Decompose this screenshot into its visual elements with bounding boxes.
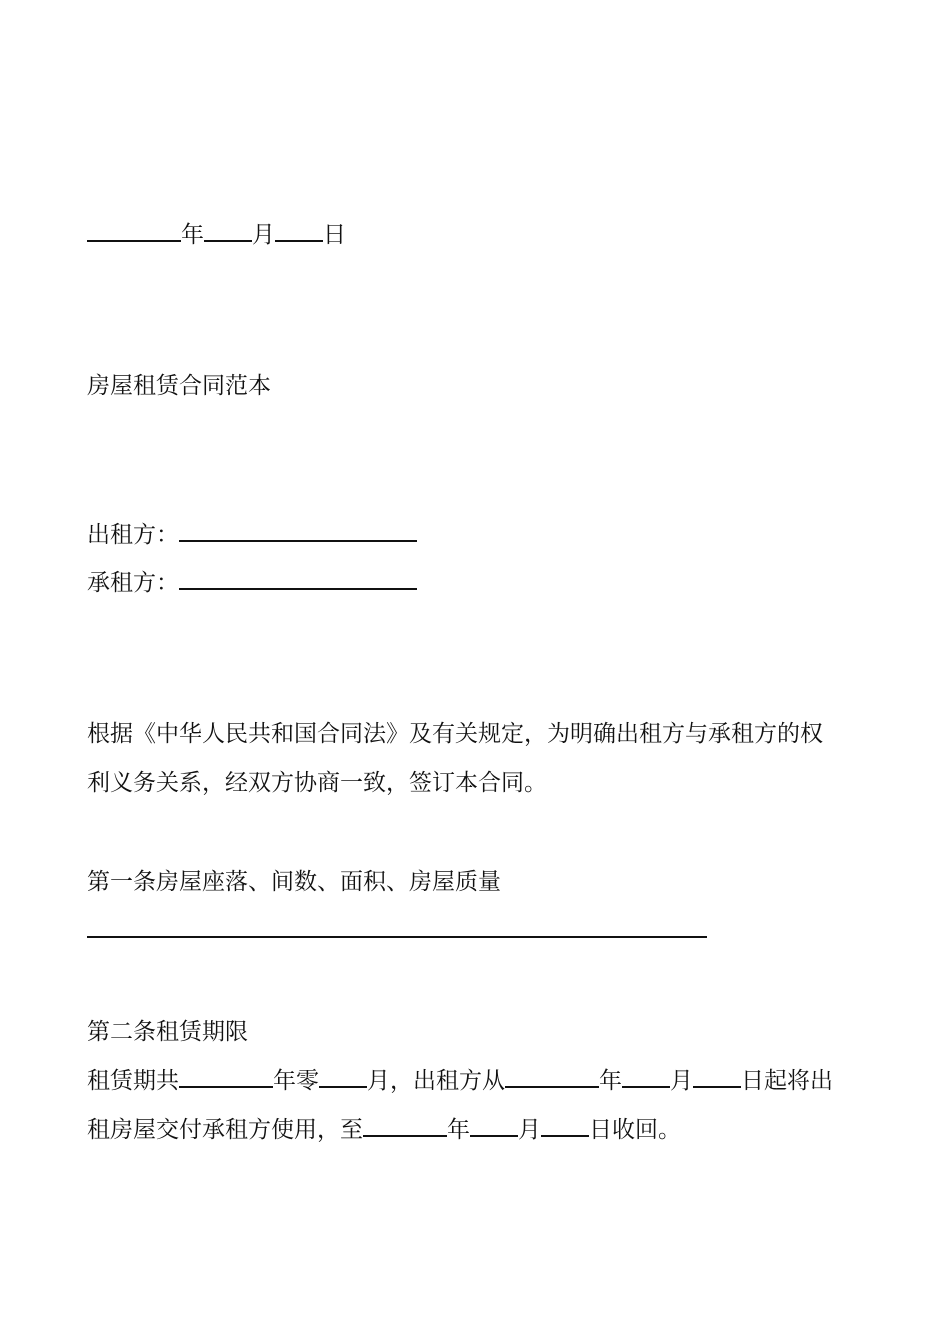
start-month-blank[interactable] xyxy=(622,1066,670,1088)
month-label: 月 xyxy=(252,222,275,248)
preamble-line-2: 利义务关系，经双方协商一致，签订本合同。 xyxy=(87,770,547,796)
article1-blank-line xyxy=(87,916,707,946)
term-months-blank[interactable] xyxy=(319,1066,367,1088)
article2-heading: 第二条租赁期限 xyxy=(87,1019,248,1045)
month-blank[interactable] xyxy=(204,220,252,242)
lessor-line xyxy=(87,520,417,550)
end-day-blank[interactable] xyxy=(541,1115,589,1137)
lessee-label: 承租方： xyxy=(87,570,179,596)
article1-blank[interactable] xyxy=(87,916,707,938)
article2-text: 年零 xyxy=(273,1068,319,1094)
lessor-label: 出租方： xyxy=(87,522,179,548)
article2-text: 月 xyxy=(670,1068,693,1094)
day-blank[interactable] xyxy=(275,220,323,242)
article2-text: 租房屋交付承租方使用，至 xyxy=(87,1117,363,1143)
article2-text: 月 xyxy=(518,1117,541,1143)
year-label: 年 xyxy=(181,222,204,248)
day-label: 日 xyxy=(323,222,346,248)
article2-text: 日起将出 xyxy=(741,1068,833,1094)
start-year-blank[interactable] xyxy=(505,1066,599,1088)
article1-heading: 第一条房屋座落、间数、面积、房屋质量 xyxy=(87,869,501,895)
article2-line-1 xyxy=(87,1066,833,1096)
document-title: 房屋租赁合同范本 xyxy=(87,373,271,399)
article2-text: 租赁期共 xyxy=(87,1068,179,1094)
date-line xyxy=(87,220,346,250)
article2-text: 年 xyxy=(447,1117,470,1143)
end-month-blank[interactable] xyxy=(470,1115,518,1137)
article2-line-2 xyxy=(87,1115,681,1145)
article2-text: 年 xyxy=(599,1068,622,1094)
lessor-blank[interactable] xyxy=(179,520,417,542)
year-blank[interactable] xyxy=(87,220,181,242)
preamble-line-1: 根据《中华人民共和国合同法》及有关规定，为明确出租方与承租方的权 xyxy=(87,721,823,747)
article2-text: 日收回。 xyxy=(589,1117,681,1143)
lessee-blank[interactable] xyxy=(179,568,417,590)
article2-text: 月，出租方从 xyxy=(367,1068,505,1094)
start-day-blank[interactable] xyxy=(693,1066,741,1088)
term-years-blank[interactable] xyxy=(179,1066,273,1088)
lessee-line xyxy=(87,568,417,598)
end-year-blank[interactable] xyxy=(363,1115,447,1137)
